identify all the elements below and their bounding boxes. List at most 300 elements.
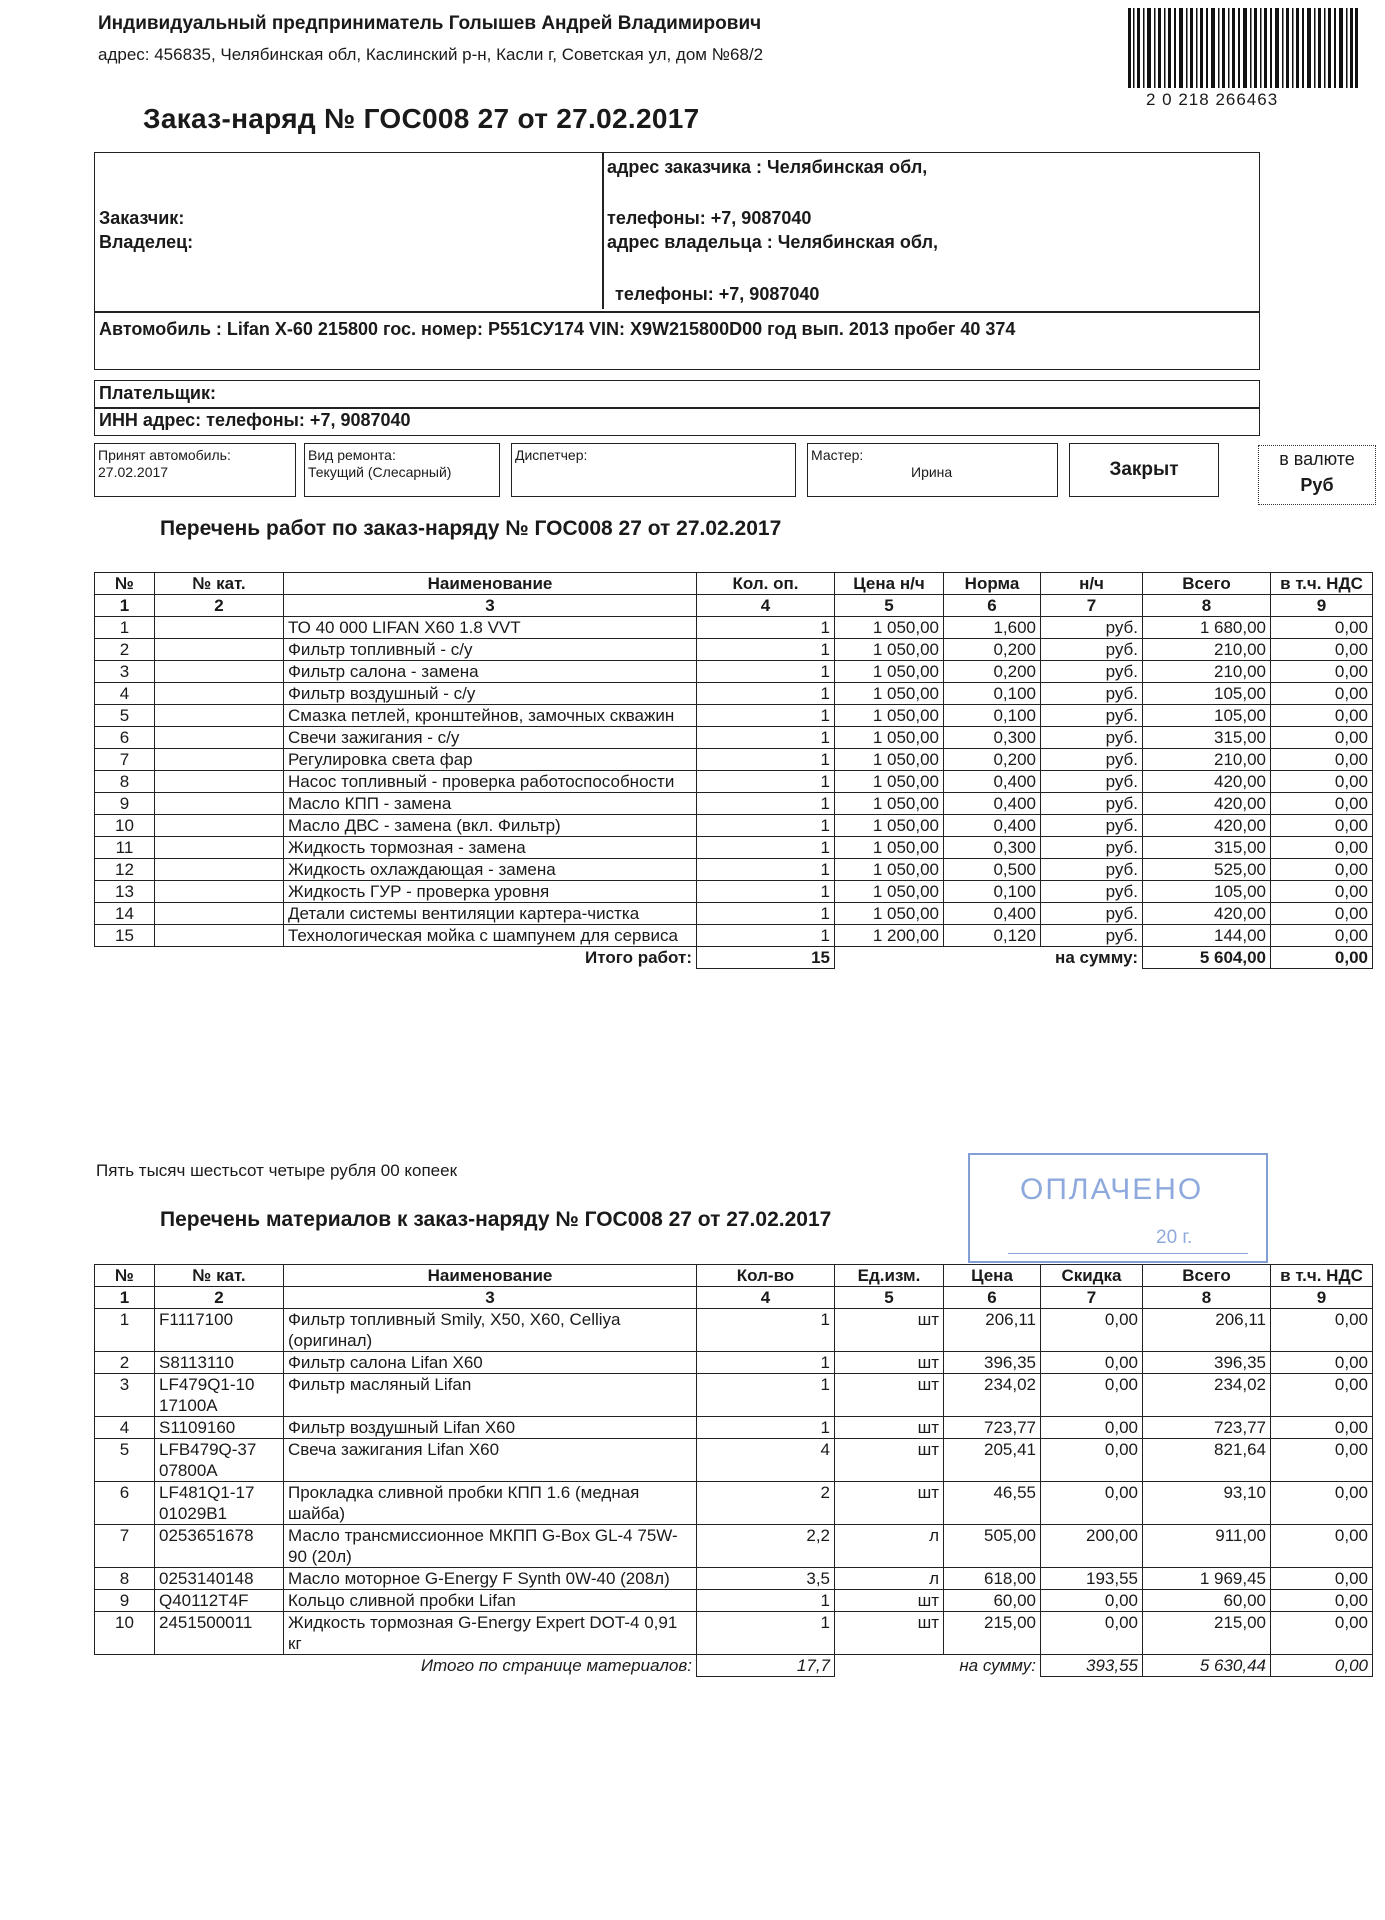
works-total-qty: 15 [697,947,835,969]
table-cell: руб. [1041,705,1143,727]
index-cell: 4 [697,595,835,617]
repair-type-label: Вид ремонта: [308,447,396,463]
table-cell: 144,00 [1143,925,1271,947]
index-cell: 7 [1041,1287,1143,1309]
table-cell: руб. [1041,837,1143,859]
table-cell: 0,300 [944,837,1041,859]
table-cell: 15 [95,925,155,947]
payer-box [94,380,1260,436]
table-cell: 1 [95,617,155,639]
table-cell: 0,400 [944,815,1041,837]
barcode-icon [1128,8,1358,88]
table-cell: 1 [697,837,835,859]
table-cell: 420,00 [1143,903,1271,925]
barcode [1128,8,1358,93]
col-header: н/ч [1041,573,1143,595]
table-cell: 0,300 [944,727,1041,749]
table-cell: ТО 40 000 LIFAN X60 1.8 VVT [284,617,697,639]
table-cell: 0,00 [1271,771,1373,793]
works-table [94,572,1373,969]
stamp-line [1008,1253,1248,1254]
table-cell: 0,00 [1271,793,1373,815]
owner-label: Владелец: [99,232,194,252]
table-cell: 0,200 [944,749,1041,771]
table-cell: 1 [697,661,835,683]
table-cell: руб. [1041,727,1143,749]
table-cell: 0,00 [1271,1352,1373,1374]
currency-box [1258,445,1376,505]
table-cell: Фильтр масляный Lifan [284,1374,697,1417]
table-cell: руб. [1041,771,1143,793]
table-cell: 1 [697,793,835,815]
table-cell: Фильтр салона Lifan X60 [284,1352,697,1374]
works-row [95,859,1373,881]
table-cell: 0,00 [1271,1439,1373,1482]
table-cell: 1 680,00 [1143,617,1271,639]
accepted-label: Принят автомобиль: [98,447,231,463]
table-cell: 1 050,00 [835,815,944,837]
table-cell: 215,00 [1143,1612,1271,1655]
table-cell: 0,200 [944,639,1041,661]
table-cell: 1 [697,1612,835,1655]
table-cell: 911,00 [1143,1525,1271,1568]
table-cell: 4 [95,1417,155,1439]
materials-row [95,1352,1373,1374]
table-cell: 1 [697,1352,835,1374]
table-cell: LF479Q1-10 17100A [155,1374,284,1417]
table-cell: 13 [95,881,155,903]
stamp-text: ОПЛАЧЕНО [1020,1173,1204,1206]
materials-row [95,1612,1373,1655]
table-cell: Смазка петлей, кронштейнов, замочных скважин [284,705,697,727]
materials-row [95,1374,1373,1417]
table-cell: 1 [697,749,835,771]
vehicle-details: Автомобиль : Lifan X-60 215800 гос. номер: Р551СУ174 VIN: X9W215800D00 год вып. 2013 пробег 40 374 [99,319,1016,339]
table-cell: 315,00 [1143,837,1271,859]
table-cell: Регулировка света фар [284,749,697,771]
table-cell: LF481Q1-17 01029B1 [155,1482,284,1525]
table-cell: 210,00 [1143,661,1271,683]
paid-stamp [968,1153,1268,1263]
materials-row [95,1482,1373,1525]
table-cell: 3 [95,1374,155,1417]
table-cell: 4 [697,1439,835,1482]
table-cell: 0,00 [1041,1482,1143,1525]
table-cell: шт [835,1590,944,1612]
vehicle-box [94,312,1260,370]
table-cell: 0253140148 [155,1568,284,1590]
table-cell: шт [835,1309,944,1352]
col-header: Всего [1143,1265,1271,1287]
table-cell: руб. [1041,859,1143,881]
table-cell: руб. [1041,617,1143,639]
currency-label: в валюте [1279,449,1355,469]
table-cell: 9 [95,1590,155,1612]
col-header: № [95,573,155,595]
table-cell: 1 [697,925,835,947]
materials-row [95,1417,1373,1439]
table-cell: 505,00 [944,1525,1041,1568]
table-cell: 0,100 [944,881,1041,903]
master-box [807,443,1058,497]
table-cell: 1 [95,1309,155,1352]
table-cell: 6 [95,1482,155,1525]
table-cell: Q40112T4F [155,1590,284,1612]
table-cell: 1 050,00 [835,661,944,683]
table-cell: 2 [95,1352,155,1374]
table-cell: 1 050,00 [835,727,944,749]
index-cell: 9 [1271,595,1373,617]
works-index-row [95,595,1373,617]
table-cell: 1 050,00 [835,749,944,771]
works-row [95,727,1373,749]
table-cell: Насос топливный - проверка работоспособности [284,771,697,793]
dispatcher-box [511,443,796,497]
works-row [95,661,1373,683]
repair-type-value: Текущий (Слесарный) [308,464,452,480]
customer-label: Заказчик: [99,208,185,228]
works-sum-label: на сумму: [1055,948,1138,967]
table-cell: 14 [95,903,155,925]
table-cell: 396,35 [1143,1352,1271,1374]
table-cell: 0,00 [1041,1590,1143,1612]
col-header: Норма [944,573,1041,595]
owner-address: адрес владельца : Челябинская обл, [607,232,939,252]
table-cell: Свеча зажигания Lifan X60 [284,1439,697,1482]
table-cell: 2 [697,1482,835,1525]
accepted-value: 27.02.2017 [98,464,169,480]
table-cell: F1117100 [155,1309,284,1352]
index-cell: 3 [284,1287,697,1309]
materials-total-sum: 5 630,44 [1143,1655,1271,1677]
col-header: № [95,1265,155,1287]
materials-total-label: Итого по странице материалов: [420,1656,692,1675]
table-cell: 5 [95,705,155,727]
table-cell: 821,64 [1143,1439,1271,1482]
table-cell: 1 [697,727,835,749]
currency-value: Руб [1300,475,1334,495]
table-cell: 0,120 [944,925,1041,947]
table-cell: 2451500011 [155,1612,284,1655]
customer-owner-box [94,152,1260,312]
table-cell: 1 [697,859,835,881]
works-row [95,749,1373,771]
index-cell: 4 [697,1287,835,1309]
table-cell: 193,55 [1041,1568,1143,1590]
table-cell: 0,00 [1271,683,1373,705]
table-cell: руб. [1041,661,1143,683]
works-total-label: Итого работ: [585,948,692,967]
table-cell: 215,00 [944,1612,1041,1655]
table-cell: 210,00 [1143,749,1271,771]
repair-type-box [304,443,500,497]
col-header: Ед.изм. [835,1265,944,1287]
table-cell: 0,00 [1271,617,1373,639]
table-cell: Технологическая мойка с шампунем для сервиса [284,925,697,947]
table-cell: 0,00 [1271,1568,1373,1590]
table-cell: 7 [95,1525,155,1568]
table-cell: 0,00 [1271,815,1373,837]
table-cell: 46,55 [944,1482,1041,1525]
works-row [95,815,1373,837]
table-cell: 1 [697,617,835,639]
table-cell: 8 [95,771,155,793]
table-cell: 0,00 [1041,1309,1143,1352]
index-cell: 7 [1041,595,1143,617]
table-cell: 0,00 [1271,749,1373,771]
table-cell: 105,00 [1143,881,1271,903]
table-cell: 0,00 [1271,1482,1373,1525]
table-cell: 8 [95,1568,155,1590]
materials-row [95,1309,1373,1352]
table-cell: 1 [697,771,835,793]
table-cell [155,925,284,947]
table-cell: Жидкость ГУР - проверка уровня [284,881,697,903]
table-cell: 4 [95,683,155,705]
table-cell: 12 [95,859,155,881]
table-cell: 420,00 [1143,793,1271,815]
table-cell: 0,00 [1041,1439,1143,1482]
table-cell: 0,00 [1271,1309,1373,1352]
table-cell: 1 969,45 [1143,1568,1271,1590]
table-cell [155,683,284,705]
table-cell [155,705,284,727]
table-cell: 11 [95,837,155,859]
company-name: Индивидуальный предприниматель Голышев Андрей Владимирович [98,13,762,34]
table-cell [155,639,284,661]
table-cell: 210,00 [1143,639,1271,661]
materials-total-discount: 393,55 [1041,1655,1143,1677]
index-cell: 5 [835,1287,944,1309]
owner-phones: телефоны: +7, 9087040 [615,284,820,304]
table-cell: 0,200 [944,661,1041,683]
table-cell: руб. [1041,793,1143,815]
table-cell: 5 [95,1439,155,1482]
table-cell: 0,00 [1041,1417,1143,1439]
master-label: Мастер: [811,447,864,463]
table-cell: 105,00 [1143,683,1271,705]
table-cell: Детали системы вентиляции картера-чистка [284,903,697,925]
table-cell: Масло ДВС - замена (вкл. Фильтр) [284,815,697,837]
table-cell [155,815,284,837]
col-header: Цена н/ч [835,573,944,595]
table-cell: LFB479Q-37 07800A [155,1439,284,1482]
document-title: Заказ-наряд № ГОС008 27 от 27.02.2017 [143,103,700,134]
table-cell: 0,00 [1271,639,1373,661]
table-cell: Фильтр топливный Smily, X50, X60, Celliya (оригинал) [284,1309,697,1352]
table-cell: 1 050,00 [835,617,944,639]
table-cell: 0,00 [1271,705,1373,727]
table-cell [155,859,284,881]
table-cell: 205,41 [944,1439,1041,1482]
table-cell: шт [835,1439,944,1482]
works-row [95,881,1373,903]
table-cell: 525,00 [1143,859,1271,881]
table-cell [155,727,284,749]
col-header: Скидка [1041,1265,1143,1287]
table-cell: 0253651678 [155,1525,284,1568]
table-cell: 0,400 [944,771,1041,793]
table-cell: 10 [95,1612,155,1655]
table-cell: 9 [95,793,155,815]
status-closed-button[interactable]: Закрыт [1069,443,1219,497]
table-cell: 1 [697,881,835,903]
table-cell: 1 050,00 [835,881,944,903]
table-cell: 0,00 [1041,1612,1143,1655]
stamp-year: 20 г. [1156,1227,1193,1248]
index-cell: 6 [944,1287,1041,1309]
table-cell: 93,10 [1143,1482,1271,1525]
table-cell: шт [835,1374,944,1417]
table-cell [155,771,284,793]
works-row [95,793,1373,815]
table-cell: шт [835,1417,944,1439]
col-header: Кол-во [697,1265,835,1287]
works-title: Перечень работ по заказ-наряду № ГОС008 27 от 27.02.2017 [160,517,782,540]
works-row [95,683,1373,705]
table-cell: руб. [1041,903,1143,925]
table-cell: шт [835,1612,944,1655]
index-cell: 8 [1143,595,1271,617]
barcode-number: 2 0 218 266463 [1146,90,1279,109]
works-row [95,617,1373,639]
works-row [95,925,1373,947]
materials-total-qty: 17,7 [697,1655,835,1677]
table-cell: 0,00 [1271,1417,1373,1439]
works-total-row [95,947,1373,969]
works-row [95,705,1373,727]
table-cell: 1 [697,705,835,727]
col-header: № кат. [155,1265,284,1287]
table-cell: 0,00 [1271,925,1373,947]
materials-table [94,1264,1373,1677]
table-cell: 1 050,00 [835,683,944,705]
index-cell: 3 [284,595,697,617]
company-address: адрес: 456835, Челябинская обл, Каслинский р-н, Касли г, Советская ул, дом №68/2 [98,45,764,64]
table-cell [155,617,284,639]
table-cell: 420,00 [1143,815,1271,837]
index-cell: 2 [155,1287,284,1309]
table-cell: 6 [95,727,155,749]
table-cell: 1 050,00 [835,859,944,881]
table-cell: 1,600 [944,617,1041,639]
materials-total-row [95,1655,1373,1677]
materials-index-row [95,1287,1373,1309]
table-cell: Фильтр воздушный - с/у [284,683,697,705]
table-cell: 0,00 [1271,859,1373,881]
index-cell: 8 [1143,1287,1271,1309]
table-cell: 723,77 [944,1417,1041,1439]
table-cell: 0,00 [1271,661,1373,683]
table-cell: л [835,1568,944,1590]
table-cell: 0,500 [944,859,1041,881]
table-cell: 0,100 [944,705,1041,727]
works-row [95,639,1373,661]
col-header: Наименование [284,573,697,595]
index-cell: 6 [944,595,1041,617]
table-cell: 0,00 [1271,727,1373,749]
table-cell [155,881,284,903]
dispatcher-label: Диспетчер: [515,447,588,463]
table-cell: 2 [95,639,155,661]
col-header: Наименование [284,1265,697,1287]
table-cell: 1 [697,683,835,705]
table-cell: руб. [1041,639,1143,661]
table-cell: 0,00 [1271,1525,1373,1568]
works-total-sum: 5 604,00 [1143,947,1271,969]
table-cell: 200,00 [1041,1525,1143,1568]
table-cell: 206,11 [944,1309,1041,1352]
works-header-row [95,573,1373,595]
works-row [95,903,1373,925]
customer-phones: телефоны: +7, 9087040 [607,208,812,228]
table-cell: 1 200,00 [835,925,944,947]
materials-sum-label: на сумму: [959,1656,1036,1675]
works-row [95,771,1373,793]
table-cell: Масло трансмиссионное МКПП G-Box GL-4 75W-90 (20л) [284,1525,697,1568]
table-cell: 0,400 [944,903,1041,925]
table-cell: 60,00 [1143,1590,1271,1612]
materials-header-row [95,1265,1373,1287]
table-cell: 105,00 [1143,705,1271,727]
works-total-vat: 0,00 [1271,947,1373,969]
table-cell: руб. [1041,749,1143,771]
table-cell: 0,00 [1271,837,1373,859]
col-header: Кол. оп. [697,573,835,595]
table-cell: 0,00 [1271,1612,1373,1655]
table-cell: Масло КПП - замена [284,793,697,815]
table-cell: 234,02 [944,1374,1041,1417]
index-cell: 5 [835,595,944,617]
table-cell: 1 050,00 [835,771,944,793]
table-cell: 1 050,00 [835,903,944,925]
materials-title: Перечень материалов к заказ-наряду № ГОС008 27 от 27.02.2017 [160,1208,832,1231]
table-cell: 206,11 [1143,1309,1271,1352]
materials-row [95,1439,1373,1482]
table-cell: 10 [95,815,155,837]
col-header: в т.ч. НДС [1271,573,1373,595]
table-cell: 0,00 [1271,881,1373,903]
table-cell: S1109160 [155,1417,284,1439]
table-cell: 618,00 [944,1568,1041,1590]
table-cell [155,837,284,859]
table-cell: 3 [95,661,155,683]
col-header: Всего [1143,573,1271,595]
table-cell: 315,00 [1143,727,1271,749]
table-cell: 3,5 [697,1568,835,1590]
table-cell: 7 [95,749,155,771]
table-cell: 1 [697,639,835,661]
table-cell: 2,2 [697,1525,835,1568]
table-cell: 0,00 [1271,903,1373,925]
table-cell: Жидкость охлаждающая - замена [284,859,697,881]
table-cell: 1 [697,1309,835,1352]
table-cell: 1 050,00 [835,705,944,727]
table-cell: Свечи зажигания - с/у [284,727,697,749]
table-cell: руб. [1041,881,1143,903]
table-cell: Жидкость тормозная G-Energy Expert DOT-4 0,91 кг [284,1612,697,1655]
table-cell: 1 [697,1590,835,1612]
table-cell [155,903,284,925]
table-cell: 234,02 [1143,1374,1271,1417]
col-header: № кат. [155,573,284,595]
table-cell: 1 [697,903,835,925]
table-cell: 60,00 [944,1590,1041,1612]
table-cell: Фильтр воздушный Lifan X60 [284,1417,697,1439]
table-cell [155,749,284,771]
table-cell: л [835,1525,944,1568]
table-cell [155,661,284,683]
